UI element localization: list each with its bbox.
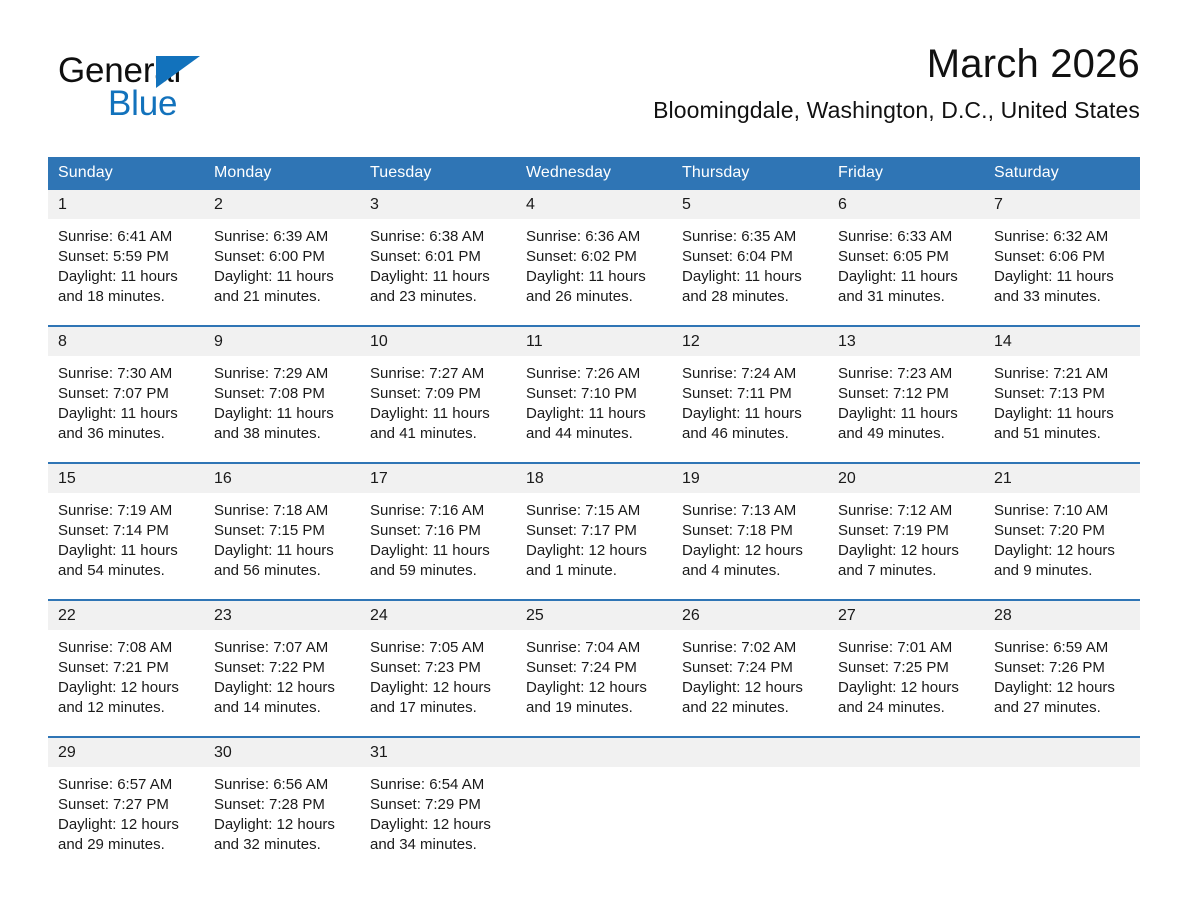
daylight-text-line2: and 22 minutes. (682, 699, 789, 716)
day-details (516, 630, 672, 718)
day-number: 23 (204, 601, 360, 630)
day-details (984, 356, 1140, 444)
day-details (984, 219, 1140, 307)
day-number (828, 738, 984, 767)
daylight-text-line2: and 56 minutes. (214, 562, 321, 579)
day-number: 18 (516, 464, 672, 493)
calendar-cell-inner (360, 738, 516, 856)
calendar-day-cell[interactable] (204, 600, 360, 719)
daylight-text-line2: and 31 minutes. (838, 288, 945, 305)
daylight-text-line1: Daylight: 11 hours (838, 268, 958, 285)
daylight-text-line1: Daylight: 11 hours (682, 405, 802, 422)
sunrise-sunset-calendar (48, 157, 1140, 856)
sunset-text: Sunset: 7:21 PM (58, 659, 169, 676)
calendar-cell-inner (672, 190, 828, 308)
daylight-text-line1: Daylight: 11 hours (682, 268, 802, 285)
day-details (360, 356, 516, 444)
calendar-day-cell[interactable] (48, 463, 204, 582)
day-details (48, 219, 204, 307)
calendar-cell-inner (828, 601, 984, 719)
daylight-text-line1: Daylight: 11 hours (214, 405, 334, 422)
sunset-text: Sunset: 7:26 PM (994, 659, 1105, 676)
sunset-text: Sunset: 7:19 PM (838, 522, 949, 539)
daylight-text-line1: Daylight: 12 hours (370, 816, 491, 833)
daylight-text-line2: and 54 minutes. (58, 562, 165, 579)
calendar-week-row (48, 190, 1140, 308)
calendar-day-cell[interactable] (672, 463, 828, 582)
sunrise-text: Sunrise: 6:33 AM (838, 228, 953, 245)
sunset-text: Sunset: 7:24 PM (682, 659, 793, 676)
calendar-day-cell[interactable] (360, 190, 516, 308)
daylight-text-line2: and 27 minutes. (994, 699, 1101, 716)
day-number: 16 (204, 464, 360, 493)
daylight-text-line1: Daylight: 12 hours (526, 542, 647, 559)
day-details (48, 630, 204, 718)
sunset-text: Sunset: 7:20 PM (994, 522, 1105, 539)
sunrise-text: Sunrise: 7:07 AM (214, 639, 329, 656)
day-details (360, 630, 516, 718)
day-number: 25 (516, 601, 672, 630)
daylight-text-line2: and 7 minutes. (838, 562, 937, 579)
calendar-cell-inner (672, 327, 828, 445)
sunrise-text: Sunrise: 6:35 AM (682, 228, 797, 245)
calendar-cell-inner (204, 601, 360, 719)
logo-text-blue: Blue (108, 84, 178, 123)
daylight-text-line1: Daylight: 12 hours (838, 679, 959, 696)
calendar-cell-inner (516, 738, 672, 856)
sunset-text: Sunset: 7:14 PM (58, 522, 169, 539)
daylight-text-line2: and 18 minutes. (58, 288, 165, 305)
calendar-day-cell[interactable] (828, 600, 984, 719)
day-number: 6 (828, 190, 984, 219)
daylight-text-line1: Daylight: 12 hours (214, 679, 335, 696)
sunset-text: Sunset: 7:11 PM (682, 385, 792, 402)
sunset-text: Sunset: 7:09 PM (370, 385, 481, 402)
sunrise-text: Sunrise: 6:54 AM (370, 776, 485, 793)
sunrise-text: Sunrise: 7:26 AM (526, 365, 641, 382)
calendar-day-cell[interactable] (828, 190, 984, 308)
calendar-cell-inner (204, 327, 360, 445)
sunset-text: Sunset: 6:05 PM (838, 248, 949, 265)
daylight-text-line1: Daylight: 11 hours (58, 268, 178, 285)
sunset-text: Sunset: 7:18 PM (682, 522, 793, 539)
day-details (516, 493, 672, 581)
day-number: 29 (48, 738, 204, 767)
day-number: 22 (48, 601, 204, 630)
sunrise-text: Sunrise: 6:32 AM (994, 228, 1109, 245)
page-title: March 2026 (926, 42, 1140, 86)
sunset-text: Sunset: 7:17 PM (526, 522, 637, 539)
calendar-cell-inner (48, 327, 204, 445)
daylight-text-line2: and 59 minutes. (370, 562, 477, 579)
calendar-cell-inner (984, 738, 1140, 856)
sunrise-text: Sunrise: 7:21 AM (994, 365, 1109, 382)
day-details (984, 630, 1140, 718)
day-number: 4 (516, 190, 672, 219)
calendar-cell-inner (984, 190, 1140, 308)
sunset-text: Sunset: 7:24 PM (526, 659, 637, 676)
calendar-cell-inner (204, 738, 360, 856)
daylight-text-line2: and 1 minute. (526, 562, 617, 579)
calendar-cell-inner (48, 738, 204, 856)
sunset-text: Sunset: 6:01 PM (370, 248, 481, 265)
day-number: 5 (672, 190, 828, 219)
calendar-cell-inner (360, 327, 516, 445)
day-details (204, 630, 360, 718)
sunrise-text: Sunrise: 6:59 AM (994, 639, 1109, 656)
day-number: 3 (360, 190, 516, 219)
sunset-text: Sunset: 7:13 PM (994, 385, 1105, 402)
sunset-text: Sunset: 7:25 PM (838, 659, 949, 676)
daylight-text-line2: and 33 minutes. (994, 288, 1101, 305)
calendar-cell-inner (48, 190, 204, 308)
calendar-day-cell[interactable] (672, 190, 828, 308)
calendar-week-row (48, 600, 1140, 719)
day-number: 15 (48, 464, 204, 493)
daylight-text-line2: and 28 minutes. (682, 288, 789, 305)
sunrise-text: Sunrise: 7:30 AM (58, 365, 173, 382)
daylight-text-line2: and 24 minutes. (838, 699, 945, 716)
week-spacer-cell (48, 719, 1140, 737)
day-details (204, 493, 360, 581)
daylight-text-line2: and 17 minutes. (370, 699, 477, 716)
daylight-text-line2: and 19 minutes. (526, 699, 633, 716)
day-details (48, 493, 204, 581)
sunrise-text: Sunrise: 7:12 AM (838, 502, 953, 519)
weekday-header-saturday: Saturday (984, 157, 1140, 190)
calendar-cell-inner (984, 464, 1140, 582)
calendar-day-cell[interactable] (48, 600, 204, 719)
calendar-day-cell[interactable] (360, 463, 516, 582)
daylight-text-line1: Daylight: 12 hours (58, 816, 179, 833)
weekday-header-sunday: Sunday (48, 157, 204, 190)
calendar-cell-inner (828, 327, 984, 445)
daylight-text-line2: and 44 minutes. (526, 425, 633, 442)
calendar-day-cell[interactable] (672, 600, 828, 719)
sunrise-text: Sunrise: 6:39 AM (214, 228, 329, 245)
week-spacer (48, 308, 1140, 326)
sunrise-text: Sunrise: 7:27 AM (370, 365, 485, 382)
day-details (204, 356, 360, 444)
calendar-cell-inner (672, 601, 828, 719)
day-number (672, 738, 828, 767)
day-details (672, 219, 828, 307)
calendar-cell-inner (516, 601, 672, 719)
day-number: 10 (360, 327, 516, 356)
sunrise-text: Sunrise: 7:29 AM (214, 365, 329, 382)
daylight-text-line2: and 46 minutes. (682, 425, 789, 442)
calendar-day-cell[interactable] (984, 463, 1140, 582)
daylight-text-line1: Daylight: 12 hours (58, 679, 179, 696)
day-details (360, 493, 516, 581)
sunrise-text: Sunrise: 7:24 AM (682, 365, 797, 382)
calendar-cell-inner (48, 601, 204, 719)
day-number: 1 (48, 190, 204, 219)
sunrise-text: Sunrise: 7:16 AM (370, 502, 485, 519)
calendar-cell-inner (672, 464, 828, 582)
day-details (516, 356, 672, 444)
day-details (672, 356, 828, 444)
daylight-text-line1: Daylight: 11 hours (370, 405, 490, 422)
calendar-day-cell[interactable] (828, 463, 984, 582)
day-number: 21 (984, 464, 1140, 493)
calendar-cell-inner (828, 190, 984, 308)
calendar-cell-inner (360, 190, 516, 308)
calendar-cell-empty (672, 737, 828, 856)
sunset-text: Sunset: 7:10 PM (526, 385, 637, 402)
calendar-day-cell[interactable] (204, 463, 360, 582)
day-details (48, 356, 204, 444)
week-spacer (48, 719, 1140, 737)
calendar-week-row (48, 737, 1140, 856)
daylight-text-line1: Daylight: 11 hours (370, 268, 490, 285)
daylight-text-line1: Daylight: 11 hours (994, 268, 1114, 285)
sunset-text: Sunset: 6:06 PM (994, 248, 1105, 265)
day-number: 27 (828, 601, 984, 630)
sunrise-text: Sunrise: 6:57 AM (58, 776, 173, 793)
day-details (360, 219, 516, 307)
sunset-text: Sunset: 7:16 PM (370, 522, 481, 539)
calendar-cell-empty (984, 737, 1140, 856)
daylight-text-line1: Daylight: 11 hours (370, 542, 490, 559)
calendar-cell-inner (360, 601, 516, 719)
day-details (828, 219, 984, 307)
day-number: 31 (360, 738, 516, 767)
day-number (516, 738, 672, 767)
calendar-day-cell[interactable] (516, 326, 672, 445)
sunset-text: Sunset: 7:23 PM (370, 659, 481, 676)
calendar-cell-inner (204, 464, 360, 582)
day-details (672, 630, 828, 718)
calendar-cell-inner (360, 464, 516, 582)
calendar-cell-inner (828, 464, 984, 582)
calendar-day-cell[interactable] (984, 600, 1140, 719)
weekday-header-wednesday: Wednesday (516, 157, 672, 190)
daylight-text-line1: Daylight: 11 hours (58, 405, 178, 422)
sunset-text: Sunset: 5:59 PM (58, 248, 169, 265)
daylight-text-line2: and 38 minutes. (214, 425, 321, 442)
calendar-day-cell[interactable] (516, 190, 672, 308)
daylight-text-line2: and 49 minutes. (838, 425, 945, 442)
daylight-text-line1: Daylight: 11 hours (58, 542, 178, 559)
sunset-text: Sunset: 7:29 PM (370, 796, 481, 813)
daylight-text-line2: and 21 minutes. (214, 288, 321, 305)
daylight-text-line1: Daylight: 12 hours (838, 542, 959, 559)
daylight-text-line2: and 23 minutes. (370, 288, 477, 305)
day-details (516, 219, 672, 307)
sunset-text: Sunset: 7:12 PM (838, 385, 949, 402)
daylight-text-line2: and 26 minutes. (526, 288, 633, 305)
daylight-text-line2: and 4 minutes. (682, 562, 781, 579)
calendar-week-row (48, 463, 1140, 582)
day-number (984, 738, 1140, 767)
calendar-day-cell[interactable] (204, 326, 360, 445)
sunrise-text: Sunrise: 6:56 AM (214, 776, 329, 793)
calendar-day-cell[interactable] (516, 463, 672, 582)
day-details (48, 767, 204, 855)
title-block (380, 40, 1140, 124)
calendar-header-row (48, 157, 1140, 190)
sunrise-text: Sunrise: 7:10 AM (994, 502, 1109, 519)
sunrise-text: Sunrise: 7:08 AM (58, 639, 173, 656)
calendar-day-cell[interactable] (204, 190, 360, 308)
weekday-header-tuesday: Tuesday (360, 157, 516, 190)
day-number: 7 (984, 190, 1140, 219)
sunset-text: Sunset: 7:27 PM (58, 796, 169, 813)
day-number: 28 (984, 601, 1140, 630)
calendar-day-cell[interactable] (672, 326, 828, 445)
calendar-day-cell[interactable] (360, 326, 516, 445)
daylight-text-line2: and 14 minutes. (214, 699, 321, 716)
calendar-day-cell[interactable] (48, 190, 204, 308)
sunrise-text: Sunrise: 6:36 AM (526, 228, 641, 245)
page-subtitle: Bloomingdale, Washington, D.C., United States (653, 97, 1140, 123)
daylight-text-line1: Daylight: 12 hours (526, 679, 647, 696)
daylight-text-line1: Daylight: 12 hours (994, 542, 1115, 559)
sunset-text: Sunset: 6:02 PM (526, 248, 637, 265)
calendar-cell-inner (204, 190, 360, 308)
daylight-text-line1: Daylight: 12 hours (682, 542, 803, 559)
calendar-day-cell[interactable] (204, 737, 360, 856)
day-number: 11 (516, 327, 672, 356)
day-number: 19 (672, 464, 828, 493)
generalblue-logo (58, 52, 318, 132)
calendar-cell-inner (672, 738, 828, 856)
daylight-text-line1: Daylight: 12 hours (370, 679, 491, 696)
page-header (48, 40, 1140, 150)
calendar-cell-inner (48, 464, 204, 582)
weekday-header-monday: Monday (204, 157, 360, 190)
sunrise-text: Sunrise: 7:15 AM (526, 502, 641, 519)
day-details (672, 493, 828, 581)
daylight-text-line2: and 51 minutes. (994, 425, 1101, 442)
daylight-text-line1: Daylight: 11 hours (526, 405, 646, 422)
calendar-day-cell[interactable] (984, 326, 1140, 445)
sunrise-text: Sunrise: 6:41 AM (58, 228, 173, 245)
sunrise-text: Sunrise: 7:19 AM (58, 502, 173, 519)
calendar-cell-empty (828, 737, 984, 856)
day-details (984, 493, 1140, 581)
week-spacer-cell (48, 582, 1140, 600)
sunrise-text: Sunrise: 7:13 AM (682, 502, 797, 519)
calendar-day-cell[interactable] (360, 600, 516, 719)
day-number: 30 (204, 738, 360, 767)
sunrise-text: Sunrise: 7:18 AM (214, 502, 329, 519)
calendar-week-row (48, 326, 1140, 445)
sunset-text: Sunset: 7:15 PM (214, 522, 325, 539)
day-number: 20 (828, 464, 984, 493)
day-details (828, 630, 984, 718)
daylight-text-line1: Daylight: 11 hours (214, 268, 334, 285)
calendar-day-cell[interactable] (48, 326, 204, 445)
calendar-day-cell[interactable] (516, 600, 672, 719)
calendar-day-cell[interactable] (48, 737, 204, 856)
sunset-text: Sunset: 6:00 PM (214, 248, 325, 265)
day-number: 24 (360, 601, 516, 630)
calendar-cell-inner (516, 327, 672, 445)
calendar-body (48, 190, 1140, 856)
calendar-cell-inner (516, 464, 672, 582)
day-number: 26 (672, 601, 828, 630)
logo-text-general: General (58, 51, 182, 90)
sunrise-text: Sunrise: 7:04 AM (526, 639, 641, 656)
day-details (828, 356, 984, 444)
sunrise-text: Sunrise: 7:05 AM (370, 639, 485, 656)
daylight-text-line1: Daylight: 11 hours (994, 405, 1114, 422)
sunrise-text: Sunrise: 7:02 AM (682, 639, 797, 656)
daylight-text-line1: Daylight: 11 hours (838, 405, 958, 422)
day-details (204, 219, 360, 307)
sunset-text: Sunset: 7:08 PM (214, 385, 325, 402)
week-spacer (48, 445, 1140, 463)
daylight-text-line1: Daylight: 11 hours (214, 542, 334, 559)
daylight-text-line2: and 41 minutes. (370, 425, 477, 442)
calendar-day-cell[interactable] (360, 737, 516, 856)
sunrise-text: Sunrise: 7:01 AM (838, 639, 953, 656)
daylight-text-line2: and 36 minutes. (58, 425, 165, 442)
day-number: 8 (48, 327, 204, 356)
daylight-text-line2: and 34 minutes. (370, 836, 477, 853)
daylight-text-line2: and 12 minutes. (58, 699, 165, 716)
week-spacer (48, 582, 1140, 600)
week-spacer-cell (48, 308, 1140, 326)
day-number: 17 (360, 464, 516, 493)
calendar-day-cell[interactable] (828, 326, 984, 445)
calendar-cell-inner (516, 190, 672, 308)
sunrise-text: Sunrise: 7:23 AM (838, 365, 953, 382)
calendar-cell-inner (984, 327, 1140, 445)
weekday-header-thursday: Thursday (672, 157, 828, 190)
sunset-text: Sunset: 7:07 PM (58, 385, 169, 402)
sunset-text: Sunset: 7:22 PM (214, 659, 325, 676)
calendar-cell-inner (984, 601, 1140, 719)
day-details (828, 493, 984, 581)
sunrise-text: Sunrise: 6:38 AM (370, 228, 485, 245)
daylight-text-line1: Daylight: 12 hours (994, 679, 1115, 696)
day-details (204, 767, 360, 855)
day-number: 9 (204, 327, 360, 356)
sunset-text: Sunset: 6:04 PM (682, 248, 793, 265)
sunset-text: Sunset: 7:28 PM (214, 796, 325, 813)
calendar-day-cell[interactable] (984, 190, 1140, 308)
day-number: 2 (204, 190, 360, 219)
daylight-text-line2: and 32 minutes. (214, 836, 321, 853)
weekday-header-friday: Friday (828, 157, 984, 190)
day-number: 13 (828, 327, 984, 356)
day-details (360, 767, 516, 855)
daylight-text-line1: Daylight: 12 hours (682, 679, 803, 696)
day-number: 12 (672, 327, 828, 356)
day-number: 14 (984, 327, 1140, 356)
daylight-text-line2: and 9 minutes. (994, 562, 1093, 579)
week-spacer-cell (48, 445, 1140, 463)
daylight-text-line1: Daylight: 12 hours (214, 816, 335, 833)
daylight-text-line1: Daylight: 11 hours (526, 268, 646, 285)
calendar-cell-inner (828, 738, 984, 856)
calendar-cell-empty (516, 737, 672, 856)
daylight-text-line2: and 29 minutes. (58, 836, 165, 853)
